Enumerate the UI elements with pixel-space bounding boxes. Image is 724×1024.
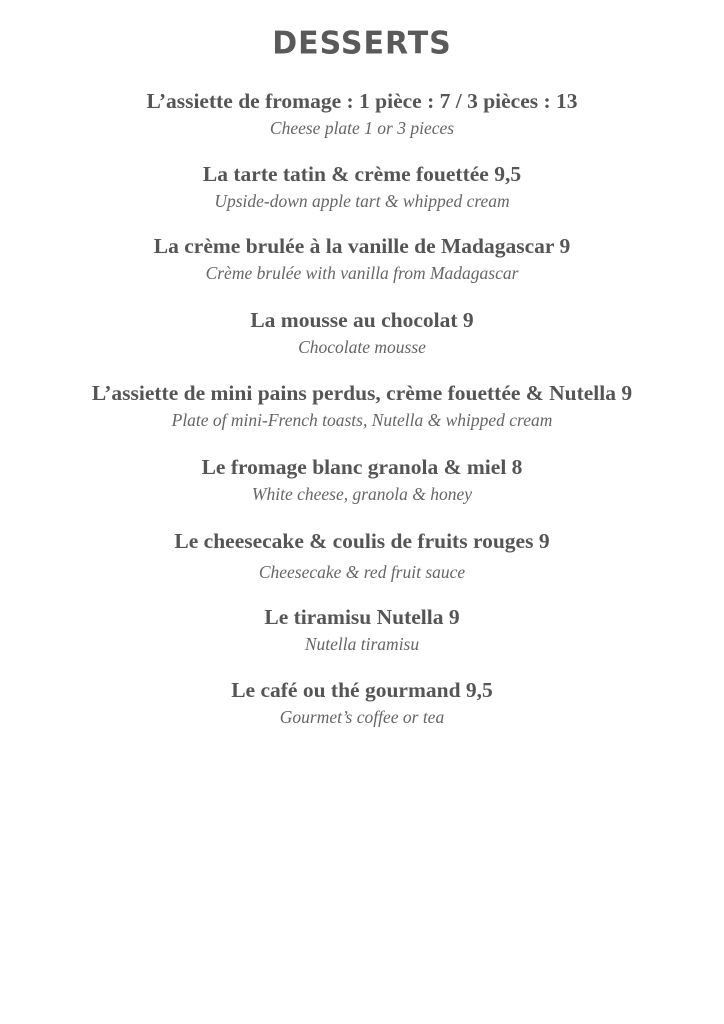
menu-item (0, 381, 724, 431)
menu-item (0, 455, 724, 505)
menu-item-description: Cheese plate 1 or 3 pieces (269, 118, 455, 138)
menu-item-name: L’assiette de mini pains perdus, crème fouettée & Nutella 9 (91, 381, 633, 405)
menu-item-description: White cheese, granola & honey (251, 484, 473, 504)
page-title: DESSERTS (272, 25, 452, 62)
menu-item-description: Crème brulée with vanilla from Madagascar (205, 263, 519, 283)
menu-item (0, 605, 724, 655)
menu-item-description: Gourmet’s coffee or tea (279, 707, 445, 727)
menu-item (0, 529, 724, 583)
menu-item-description: Cheesecake & red fruit sauce (258, 562, 466, 582)
menu-item-name: La mousse au chocolat 9 (250, 308, 474, 332)
menu-item-name: Le cheesecake & coulis de fruits rouges 9 (174, 529, 550, 553)
menu-item-description: Plate of mini-French toasts, Nutella & whipped cream (171, 410, 553, 430)
menu-item-name: La crème brulée à la vanille de Madagascar 9 (153, 234, 571, 258)
menu-item-description: Nutella tiramisu (304, 634, 420, 654)
menu-item-name: La tarte tatin & crème fouettée 9,5 (202, 162, 522, 186)
menu-item-name: Le fromage blanc granola & miel 8 (201, 455, 523, 479)
menu-item (0, 89, 724, 139)
menu-item-description: Upside-down apple tart & whipped cream (214, 191, 510, 211)
menu-item (0, 678, 724, 728)
menu-item-name: Le tiramisu Nutella 9 (264, 605, 460, 629)
menu-item (0, 308, 724, 358)
menu-item-description: Chocolate mousse (298, 337, 426, 357)
menu-item-name: L’assiette de fromage : 1 pièce : 7 / 3 pièces : 13 (146, 89, 578, 113)
menu-item (0, 234, 724, 284)
menu-item (0, 162, 724, 212)
menu-item-name: Le café ou thé gourmand 9,5 (231, 678, 493, 702)
